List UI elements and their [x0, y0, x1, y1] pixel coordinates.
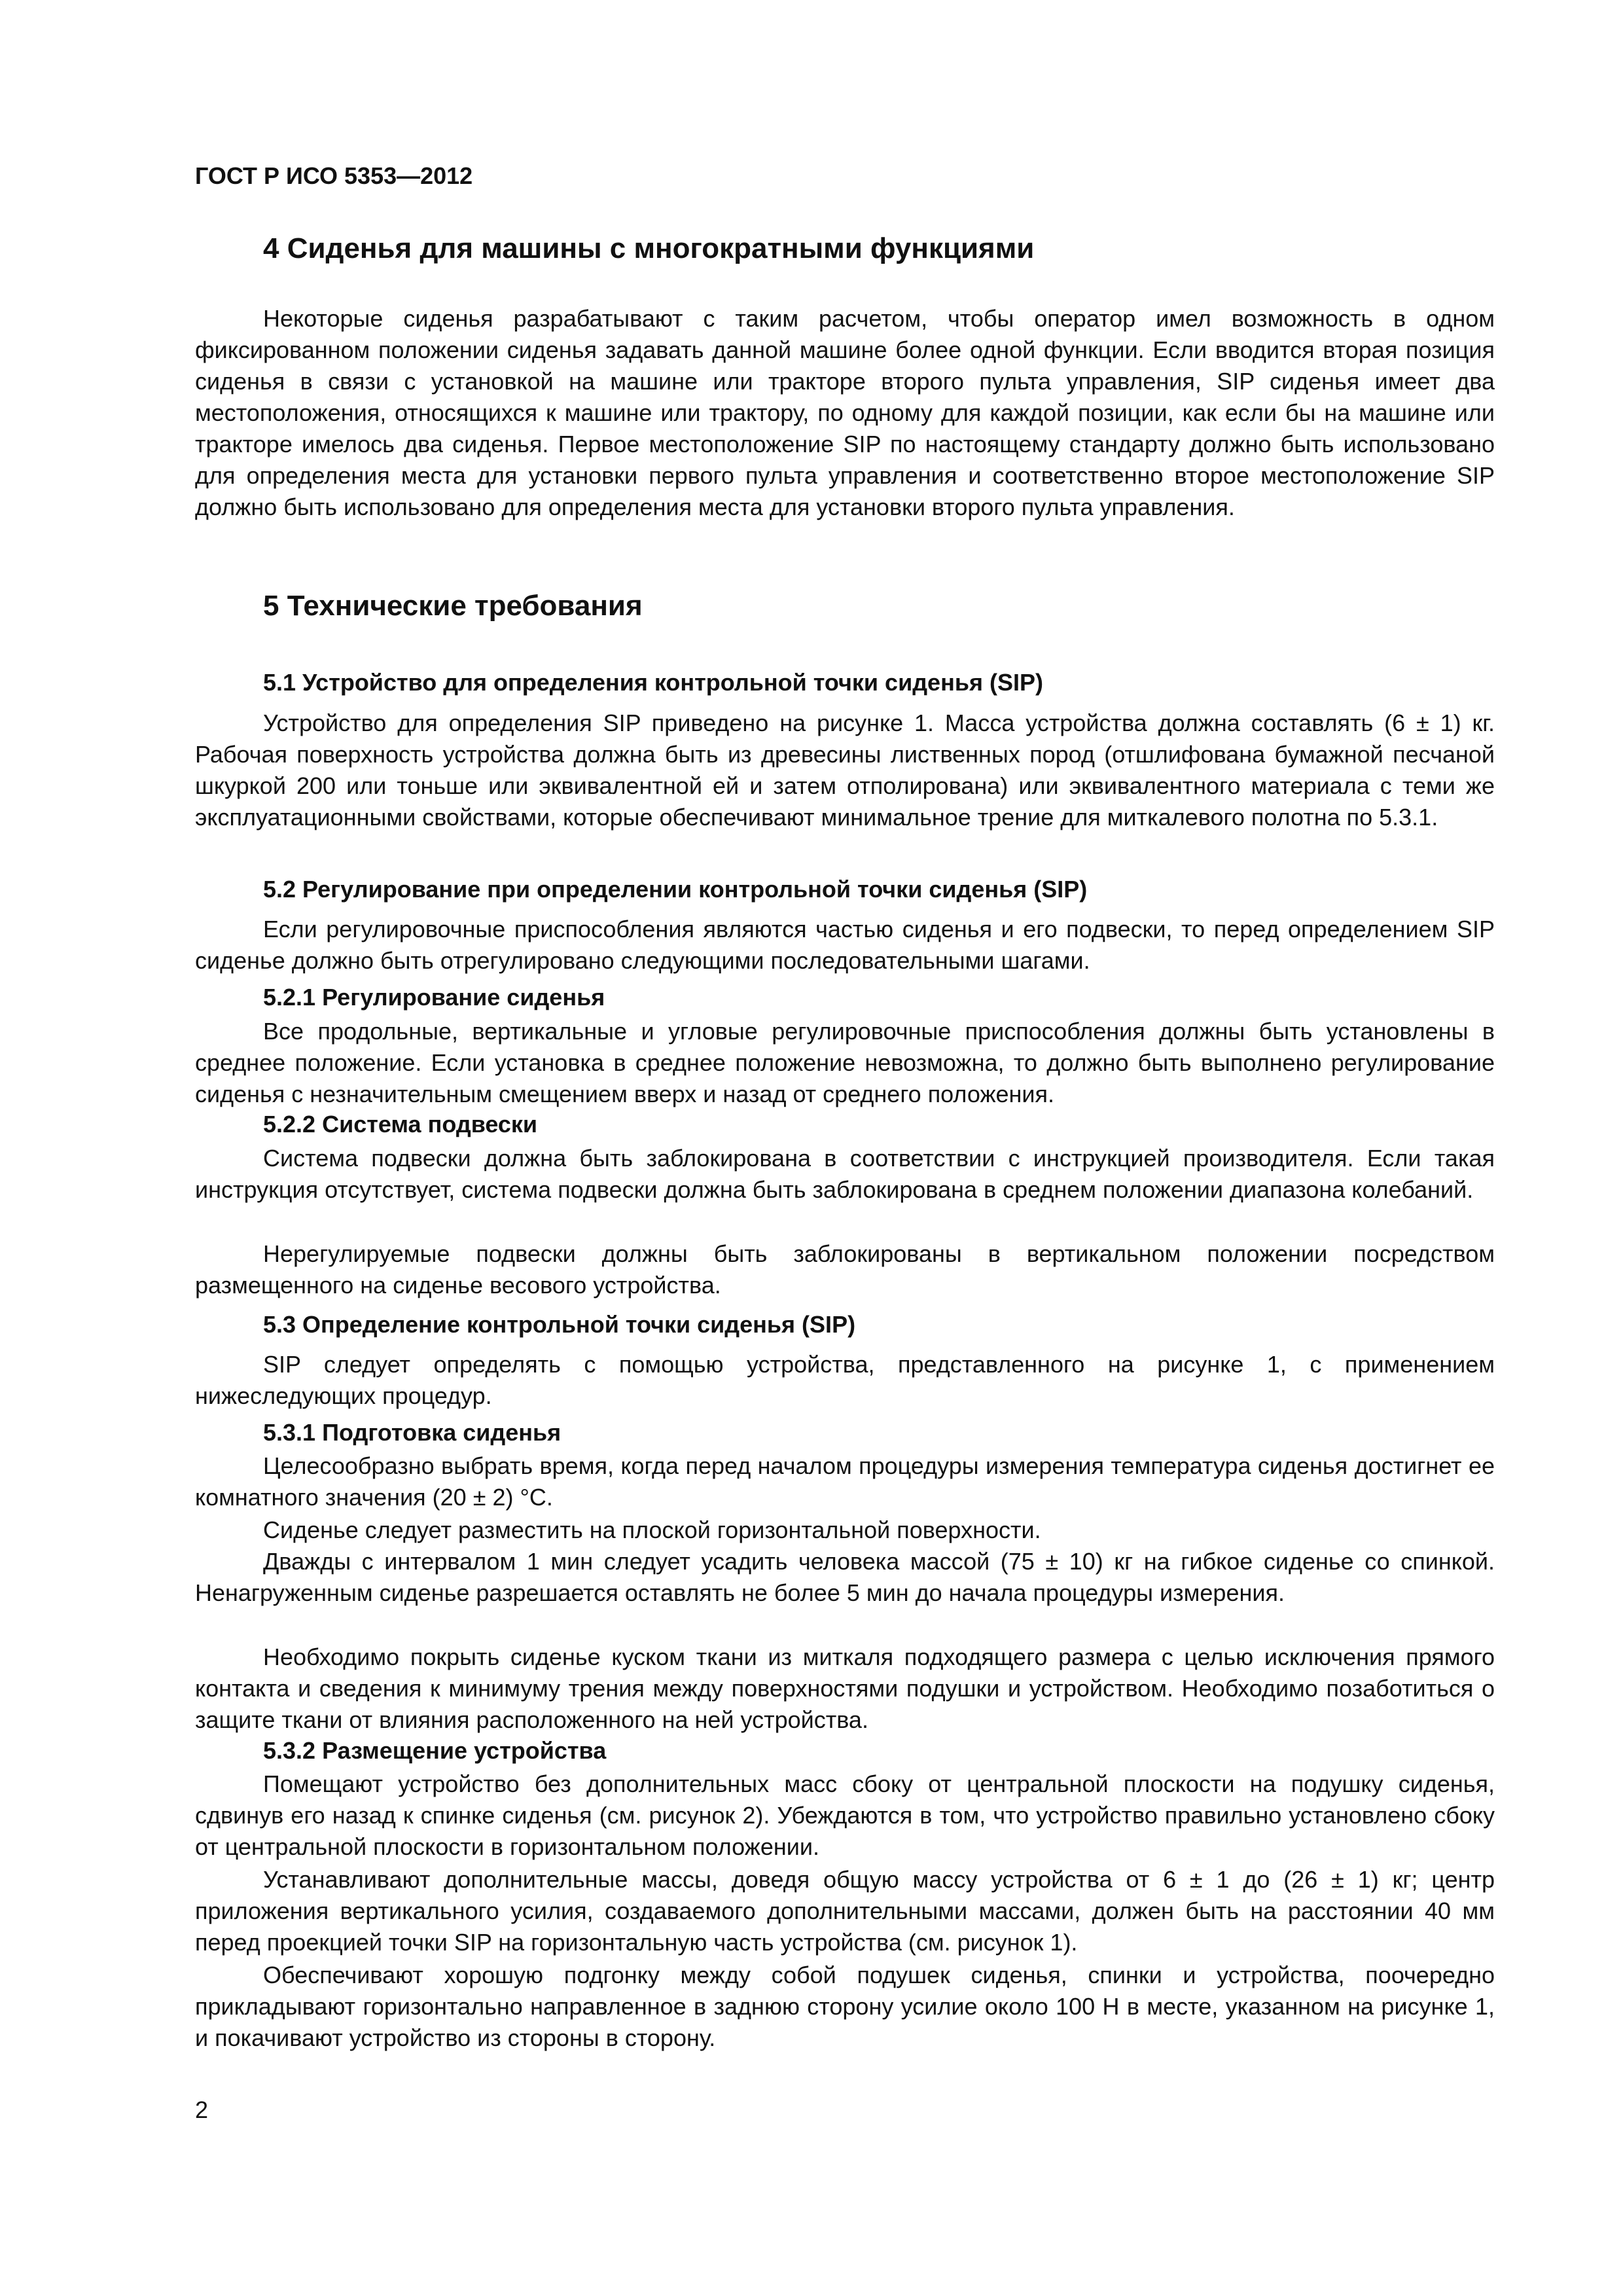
clause-5-3-1-paragraph-4: Необходимо покрыть сиденье куском ткани из миткаля подходящего размера с целью исключения прямого контакта и сведения к минимуму трения между поверхностями подушки и устройством. Необходимо позаботиться о защите ткани от влияния расположенного на ней устройства. [195, 1643, 1495, 1733]
subsection-5-1-heading: 5.1 Устройство для определения контрольной точки сиденья (SIP) [263, 669, 1043, 696]
clause-5-2-2-paragraph-1: Система подвески должна быть заблокирована в соответствии с инструкцией производителя. Если такая инструкция отсутствует, система подвески должна быть заблокирована в среднем положении диапазона колебаний. [195, 1145, 1495, 1203]
clause-5-2-2-paragraph-2: Нерегулируемые подвески должны быть заблокированы в вертикальном положении посредством размещенного на сиденье весового устройства. [195, 1240, 1495, 1299]
clause-5-3-2-paragraph-2: Устанавливают дополнительные массы, доведя общую массу устройства от 6 ± 1 до (26 ± 1) кг; центр приложения вертикального усилия, создаваемого дополнительными массами, должен быть на расстоянии 40 мм перед проекцией точки SIP на горизонтальную часть устройства (см. рисунок 1). [195, 1866, 1495, 1956]
clause-5-3-2-paragraph-3: Обеспечивают хорошую подгонку между собой подушек сиденья, спинки и устройства, поочередно прикладывают горизонтально направленное в заднюю сторону усилие около 100 Н в месте, указанном на рисунке 1, и покачивают устройство из стороны в сторону. [195, 1962, 1495, 2051]
subsection-5-2-heading: 5.2 Регулирование при определении контрольной точки сиденья (SIP) [263, 876, 1088, 903]
clause-5-3-1-paragraph-3: Дважды с интервалом 1 мин следует усадить человека массой (75 ± 10) кг на гибкое сиденье со спинкой. Ненагруженным сиденье разрешается оставлять не более 5 мин до начала процедуры измерения. [195, 1548, 1495, 1606]
clause-5-3-2-heading: 5.3.2 Размещение устройства [263, 1737, 607, 1764]
clause-5-2-1-heading: 5.2.1 Регулирование сиденья [263, 984, 605, 1011]
section-4-paragraph: Некоторые сиденья разрабатывают с таким расчетом, чтобы оператор имел возможность в одном фиксированном положении сиденья задавать данной машине более одной функции. Если вводится вторая позиция сиденья в связи с установкой на машине или тракторе второго пульта управления, SIP сиденья имеет два местоположения, относящихся к машине или трактору, по одному для каждой позиции, как если бы на машине или тракторе имелось два сиденья. Первое местоположение SIP по настоящему стандарту должно быть использовано для определения места для установки первого пульта управления и соответственно второе местоположение SIP должно быть использовано для определения места для установки второго пульта управления. [195, 305, 1495, 520]
clause-5-2-1-paragraph: Все продольные, вертикальные и угловые регулировочные приспособления должны быть установлены в среднее положение. Если установка в среднее положение невозможна, то должно быть выполнено регулирование сиденья с незначительным смещением вверх и назад от среднего положения. [195, 1018, 1495, 1107]
clause-5-2-2-heading: 5.2.2 Система подвески [263, 1111, 538, 1138]
subsection-5-2-paragraph: Если регулировочные приспособления являются частью сиденья и его подвески, то перед определением SIP сиденье должно быть отрегулировано следующими последовательными шагами. [195, 916, 1495, 974]
subsection-5-3-heading: 5.3 Определение контрольной точки сиденья (SIP) [263, 1311, 856, 1338]
section-5-heading: 5 Технические требования [263, 590, 643, 622]
clause-5-3-1-paragraph-2: Сиденье следует разместить на плоской горизонтальной поверхности. [263, 1516, 1041, 1543]
clause-5-3-2-paragraph-1: Помещают устройство без дополнительных масс сбоку от центральной плоскости на подушку сиденья, сдвинув его назад к спинке сиденья (см. рисунок 2). Убеждаются в том, что устройство правильно установлено сбоку от центральной плоскости в горизонтальном положении. [195, 1770, 1495, 1860]
clause-5-3-1-paragraph-1: Целесообразно выбрать время, когда перед началом процедуры измерения температура сиденья достигнет ее комнатного значения (20 ± 2) °C. [195, 1452, 1495, 1511]
document-code: ГОСТ Р ИСО 5353—2012 [195, 162, 473, 189]
page-number: 2 [195, 2096, 209, 2123]
subsection-5-1-paragraph: Устройство для определения SIP приведено на рисунке 1. Масса устройства должна составлять (6 ± 1) кг. Рабочая поверхность устройства должна быть из древесины лиственных пород (отшлифована бумажной песчаной шкуркой 200 или тоньше или эквивалентной ей и затем отполирована) или эквивалентного материала с теми же эксплуатационными свойствами, которые обеспечивают минимальное трение для миткалевого полотна по 5.3.1. [195, 709, 1495, 831]
subsection-5-3-paragraph: SIP следует определять с помощью устройства, представленного на рисунке 1, с применением нижеследующих процедур. [195, 1351, 1495, 1409]
section-4-heading: 4 Сиденья для машины с многократными функциями [263, 232, 1035, 264]
clause-5-3-1-heading: 5.3.1 Подготовка сиденья [263, 1419, 562, 1446]
